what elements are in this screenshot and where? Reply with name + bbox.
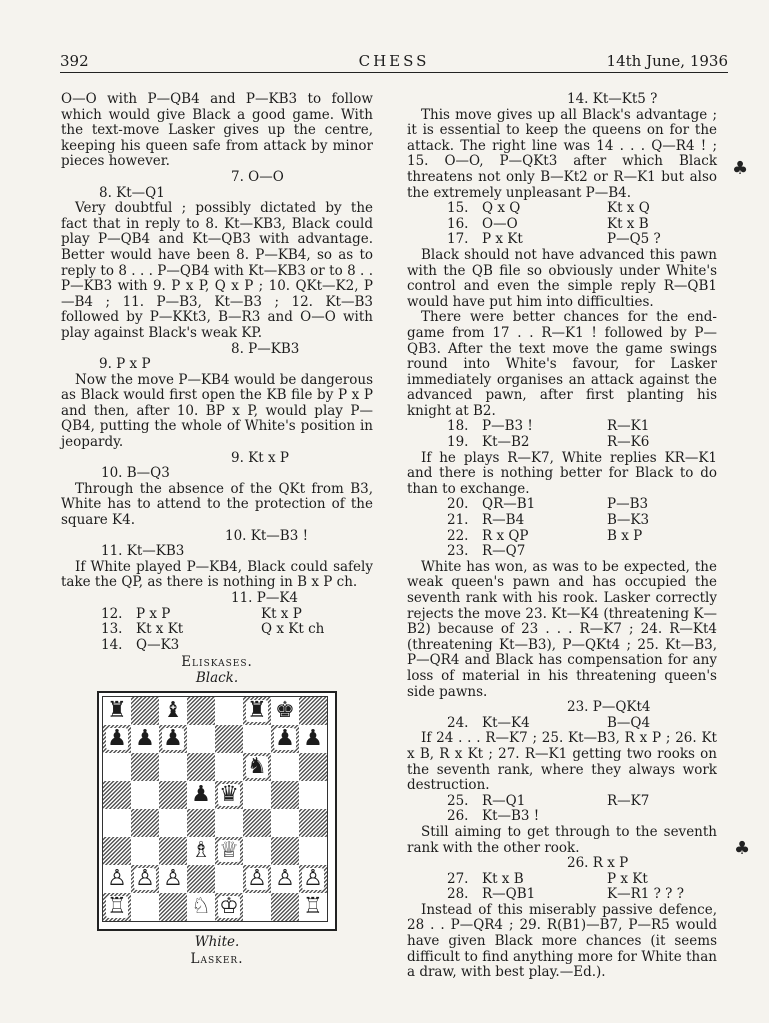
black-pawn-icon: ♟ [107, 725, 127, 751]
paragraph: White has won, as was to be expected, the weak queen's pawn and has occupied the seventh rank with his rook. Lasker correctly rejects the move 23. Kt—K4 (threatening K—B2) because of 23 . . . R—K7 ; 24. R—Kt4 (threatening Kt—B3), P—QKt4 ; 25. Kt—B3, P—QR4 and Black has compensation for any loss of material in his threatening queen's side pawns. [407, 558, 717, 700]
move-row [447, 887, 717, 903]
move-list [61, 607, 373, 654]
board-square [187, 837, 215, 865]
board-square [159, 725, 187, 753]
white-move: Q—K3 [136, 636, 180, 653]
move-number: 28. [447, 886, 469, 903]
board-square [159, 753, 187, 781]
move-number: 13. [101, 621, 123, 638]
white-move: R—B4 [482, 512, 525, 529]
white-move: P x P [136, 605, 171, 622]
issue-date: 14th June, 1936 [606, 52, 728, 70]
move-black: 11. P—K4 [231, 590, 299, 606]
board-square [299, 865, 327, 893]
black-rook-icon: ♜ [107, 697, 127, 723]
board-square [103, 837, 131, 865]
board-square [159, 697, 187, 725]
board-square [271, 809, 299, 837]
board-square [215, 753, 243, 781]
board-square [215, 697, 243, 725]
move-number: 15. [447, 200, 469, 217]
white-pawn-icon: ♙ [163, 865, 183, 891]
white-move: QR—B1 [482, 496, 536, 513]
board-square [159, 837, 187, 865]
board-square [131, 893, 159, 921]
move-row [447, 544, 717, 560]
move-white: 8. Kt—Q1 [99, 184, 165, 201]
board-square [131, 837, 159, 865]
board-square [103, 725, 131, 753]
paragraph: Now the move P—KB4 would be dangerous as Black would first open the KB file by P x P and then, after 10. BP x P, would play P—QB4, putting the whole of White's position in jeopardy. [61, 371, 373, 451]
move-number: 26. [447, 808, 469, 825]
white-move: Kt—B2 [482, 434, 530, 451]
board-square [103, 809, 131, 837]
chess-board [102, 696, 328, 922]
white-pawn-icon: ♙ [247, 865, 267, 891]
move-row [447, 497, 717, 513]
margin-mark-icon: ♣ [734, 838, 751, 859]
board-square [215, 865, 243, 893]
move-black: 9. Kt x P [231, 449, 289, 466]
paragraph: This move gives up all Black's advantage ; it is essential to keep the queens on for the attack. The right line was 14 . . . Q—R4 ! ; 15. O—O, P—QKt3 after which Black threatens not only B—Kt2 or R—K1 but also the extremely unpleasant P—B4. [407, 106, 717, 201]
move-black: 10. Kt—B3 ! [225, 527, 308, 544]
white-move: Kt—B3 ! [482, 808, 540, 825]
board-square [243, 697, 271, 725]
running-title: CHESS [358, 52, 430, 70]
white-knight-icon: ♘ [191, 893, 211, 919]
black-move: P x Kt [607, 870, 648, 887]
board-square [187, 697, 215, 725]
board-square [131, 753, 159, 781]
board-square [159, 781, 187, 809]
black-queen-icon: ♛ [219, 781, 239, 807]
board-square [271, 753, 299, 781]
move-number: 23. [447, 543, 469, 560]
page-header [60, 48, 728, 73]
paragraph: O—O with P—QB4 and P—KB3 to follow which would give Black a good game. With the text-move Lasker gives up the centre, keeping his queen safe from attack by minor pieces however. [61, 91, 373, 170]
black-move: B x P [607, 527, 643, 544]
board-square [103, 893, 131, 921]
black-king-icon: ♚ [275, 697, 295, 723]
board-square [299, 697, 327, 725]
move-number: 20. [447, 496, 469, 513]
move-number: 19. [447, 434, 469, 451]
black-move: P—B3 [607, 496, 649, 513]
move-black: 14. Kt—Kt5 ? [567, 91, 658, 107]
paragraph: There were better chances for the end-game from 17 . . R—K1 ! followed by P—QB3. After the text move the game swings round into White's favour, for Lasker immediately organises an attack against the advanced pawn, after first planting his knight at B2. [407, 309, 717, 419]
white-player-name: Lasker. [190, 951, 244, 968]
white-pawn-icon: ♙ [303, 865, 323, 891]
move-list [407, 872, 717, 903]
black-pawn-icon: ♟ [303, 725, 323, 751]
move-row [447, 513, 717, 529]
board-square [215, 837, 243, 865]
board-square [215, 781, 243, 809]
move-row [447, 529, 717, 545]
move-row [101, 622, 373, 638]
white-move: O—O [482, 215, 518, 232]
board-square [159, 865, 187, 893]
move-row [447, 435, 717, 451]
move-row [101, 607, 373, 623]
move-number: 21. [447, 512, 469, 529]
move-row [447, 201, 717, 217]
board-square [103, 865, 131, 893]
paragraph: Through the absence of the QKt from B3, White has to attend to the protection of the square K4. [61, 480, 373, 529]
black-bishop-icon: ♝ [163, 697, 183, 723]
white-pawn-icon: ♙ [107, 865, 127, 891]
white-bishop-icon: ♗ [191, 837, 211, 863]
move-list [407, 716, 717, 732]
board-square [243, 809, 271, 837]
black-move [607, 544, 717, 560]
paragraph: Instead of this miserably passive defence, 28 . . P—QR4 ; 29. R(B1)—B7, P—R5 would have given Black more chances (it seems difficult to find anything more for White than a draw, with best play.—Ed.). [407, 901, 717, 981]
board-square [187, 893, 215, 921]
board-square [131, 781, 159, 809]
white-move: Kt x B [482, 870, 524, 887]
move-list [407, 419, 717, 450]
black-move [607, 809, 717, 825]
move-black: 26. R x P [567, 855, 629, 872]
board-square [243, 837, 271, 865]
black-move: R—K7 [607, 792, 650, 809]
board-square [131, 725, 159, 753]
margin-mark-icon: ♣ [732, 158, 749, 179]
move-white: 10. B—Q3 [101, 465, 170, 482]
board-square [271, 837, 299, 865]
move-row [447, 872, 717, 888]
board-square [299, 753, 327, 781]
page-number: 392 [60, 52, 89, 70]
board-square [187, 809, 215, 837]
board-square [187, 725, 215, 753]
board-square [243, 753, 271, 781]
black-move: Kt x B [607, 215, 649, 232]
white-move: P—B3 ! [482, 418, 533, 435]
paragraph: Very doubtful ; possibly dictated by the fact that in reply to 8. Kt—KB3, Black could play P—QB4 and Kt—QB3 with advantage. Better would have been 8. P—KB4, so as to reply to 8 . . . P—QB4 with Kt—KB3 or to 8 . . P—KB3 with 9. P x P, Q x P ; 10. QKt—K2, P—B4 ; 11. P—B3, Kt—B3 ; 12. Kt—B3 followed by P—KKt3, B—R3 and O—O with play against Black's weak KP. [61, 200, 373, 341]
white-queen-icon: ♕ [219, 837, 239, 863]
black-move: B—Q4 [607, 714, 651, 731]
board-square [299, 725, 327, 753]
board-square [187, 865, 215, 893]
move-number: 16. [447, 215, 469, 232]
board-square [271, 893, 299, 921]
black-pawn-icon: ♟ [275, 725, 295, 751]
board-square [299, 837, 327, 865]
board-square [271, 781, 299, 809]
move-row [447, 809, 717, 825]
board-square [187, 753, 215, 781]
black-move: P—Q5 ? [607, 231, 661, 248]
white-move: R—Q7 [482, 543, 526, 560]
white-pawn-icon: ♙ [135, 865, 155, 891]
move-row [447, 419, 717, 435]
move-row [447, 217, 717, 233]
board-square [159, 893, 187, 921]
move-number: 12. [101, 605, 123, 622]
board-square [271, 697, 299, 725]
move-white: 11. Kt—KB3 [101, 543, 185, 560]
white-rook-icon: ♖ [303, 893, 323, 919]
chess-diagram [97, 691, 337, 931]
board-square [103, 697, 131, 725]
black-player-name: Eliskases. [181, 654, 253, 671]
move-number: 25. [447, 792, 469, 809]
move-number: 24. [447, 714, 469, 731]
move-number: 22. [447, 527, 469, 544]
black-rook-icon: ♜ [247, 697, 267, 723]
black-move: K—R1 ? ? ? [607, 886, 684, 903]
white-pawn-icon: ♙ [275, 865, 295, 891]
move-black: 8. P—KB3 [231, 340, 300, 357]
move-number: 27. [447, 870, 469, 887]
board-square [215, 893, 243, 921]
paragraph: If White played P—KB4, Black could safely take the QP, as there is nothing in B x P ch. [61, 558, 373, 591]
move-row [447, 232, 717, 248]
white-king-icon: ♔ [219, 893, 239, 919]
board-square [159, 809, 187, 837]
board-square [271, 725, 299, 753]
black-knight-icon: ♞ [247, 753, 267, 779]
move-white: 9. P x P [99, 356, 151, 373]
black-move: Q x Kt ch [261, 621, 325, 638]
left-column [61, 92, 373, 968]
black-pawn-icon: ♟ [135, 725, 155, 751]
black-move [261, 638, 373, 654]
board-square [271, 865, 299, 893]
move-row [101, 638, 373, 654]
black-label: Black. [195, 669, 239, 686]
black-pawn-icon: ♟ [191, 781, 211, 807]
black-move: R—K1 [607, 418, 650, 435]
white-move: Kt x Kt [136, 621, 184, 638]
paragraph: If he plays R—K7, White replies KR—K1 and there is nothing better for Black to do than to exchange. [407, 449, 717, 497]
right-column [407, 92, 717, 981]
white-move: Q x Q [482, 200, 521, 217]
move-number: 17. [447, 231, 469, 248]
move-black: 7. O—O [231, 168, 284, 185]
white-move: Kt—K4 [482, 714, 530, 731]
move-number: 14. [101, 636, 123, 653]
move-list [407, 794, 717, 825]
paragraph: Black should not have advanced this pawn with the QB file so obviously under White's control and even the simple reply R—QB1 would have put him into difficulties. [407, 246, 717, 310]
board-square [299, 893, 327, 921]
white-rook-icon: ♖ [107, 893, 127, 919]
white-move: R—QB1 [482, 886, 536, 903]
paragraph: Still aiming to get through to the seventh rank with the other rook. [407, 823, 717, 856]
board-square [243, 893, 271, 921]
board-square [299, 809, 327, 837]
white-move: R—Q1 [482, 792, 526, 809]
white-label: White. [194, 933, 240, 950]
black-move: Kt x P [261, 605, 302, 622]
move-black: 23. P—QKt4 [567, 699, 651, 716]
board-square [131, 697, 159, 725]
board-square [299, 781, 327, 809]
white-move: P x Kt [482, 231, 523, 248]
board-square [215, 725, 243, 753]
board-square [243, 725, 271, 753]
move-list [407, 201, 717, 248]
black-move: Kt x Q [607, 200, 650, 217]
board-square [103, 781, 131, 809]
move-list [407, 497, 717, 559]
board-square [215, 809, 243, 837]
move-number: 18. [447, 418, 469, 435]
move-row [447, 716, 717, 732]
board-square [243, 865, 271, 893]
board-square [131, 809, 159, 837]
move-row [447, 794, 717, 810]
white-move: R x QP [482, 527, 529, 544]
board-square [187, 781, 215, 809]
board-square [131, 865, 159, 893]
black-move: R—K6 [607, 434, 650, 451]
board-square [103, 753, 131, 781]
black-move: B—K3 [607, 512, 650, 529]
black-pawn-icon: ♟ [163, 725, 183, 751]
paragraph: If 24 . . . R—K7 ; 25. Kt—B3, R x P ; 26. Kt x B, R x Kt ; 27. R—K1 getting two rooks on the seventh rank, where they always work destruction. [407, 730, 717, 794]
board-square [243, 781, 271, 809]
